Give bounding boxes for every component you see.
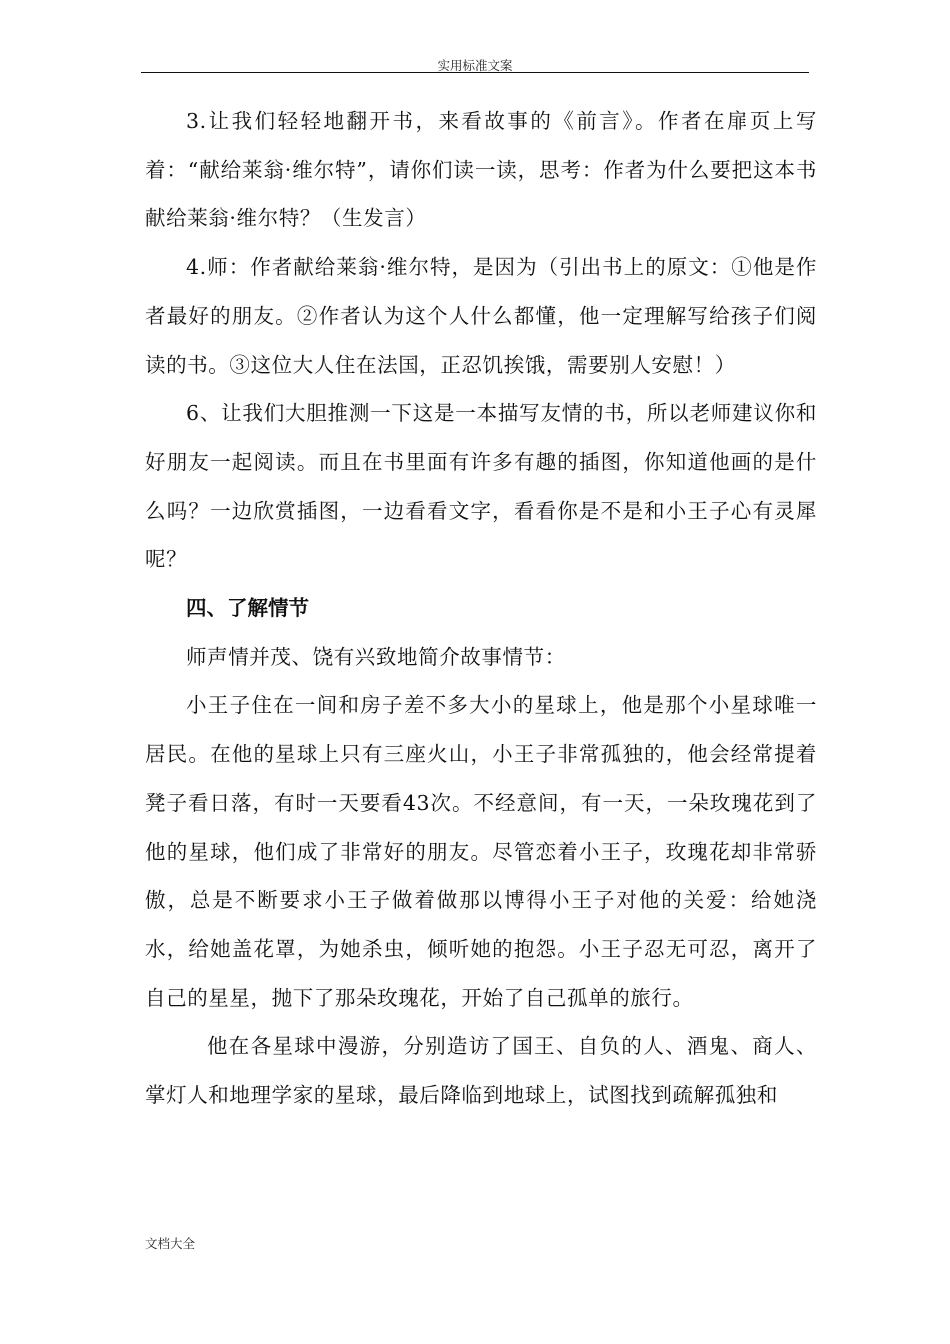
paragraph-step-3: 3.让我们轻轻地翻开书，来看故事的《前言》。作者在扉页上写着：“献给莱翁·维尔特”，请你们读一读，思考：作者为什么要把这本书献给莱翁·维尔特？（生发言）: [145, 109, 817, 231]
document-body: [145, 97, 817, 1120]
page-header: 实用标准文案: [437, 58, 513, 73]
paragraph-step-6: 6、让我们大胆推测一下这是一本描写友情的书，所以老师建议你和好朋友一起阅读。而且在书里面有许多有趣的插图，你知道他画的是什么吗？一边欣赏插图，一边看看文字，看看你是不是和小王子心有灵犀呢？: [145, 401, 817, 572]
story-paragraph: 他在各星球中漫游，分别造访了国王、自负的人、酒鬼、商人、掌灯人和地理学家的星球，最后降临到地球上，试图找到疏解孤独和: [145, 1034, 817, 1108]
page-footer: 文档大全: [145, 1236, 196, 1251]
header-divider: [141, 72, 809, 73]
paragraph-step-4: 4.师：作者献给莱翁·维尔特，是因为（引出书上的原文：①他是作者最好的朋友。②作者认为这个人什么都懂，他一定理解写给孩子们阅读的书。③这位大人住在法国，正忍饥挨饿，需要别人安慰！）: [145, 255, 817, 377]
section-heading: 四、了解情节: [186, 596, 309, 621]
story-paragraph: 小王子住在一间和房子差不多大小的星球上，他是那个小星球唯一居民。在他的星球上只有三座火山，小王子非常孤独的，他会经常提着凳子看日落，有时一天要看43次。不经意间，有一天，一朵玫瑰花到了他的星球，他们成了非常好的朋友。尽管恋着小王子，玫瑰花却非常骄傲，总是不断要求小王子做着做那以博得小王子对他的关爱：给她浇水，给她盖花罩，为她杀虫，倾听她的抱怨。小王子忍无可忍，离开了自己的星星，抛下了那朵玫瑰花，开始了自己孤单的旅行。: [145, 693, 817, 1010]
story-intro: 师声情并茂、饶有兴致地简介故事情节：: [186, 644, 566, 669]
